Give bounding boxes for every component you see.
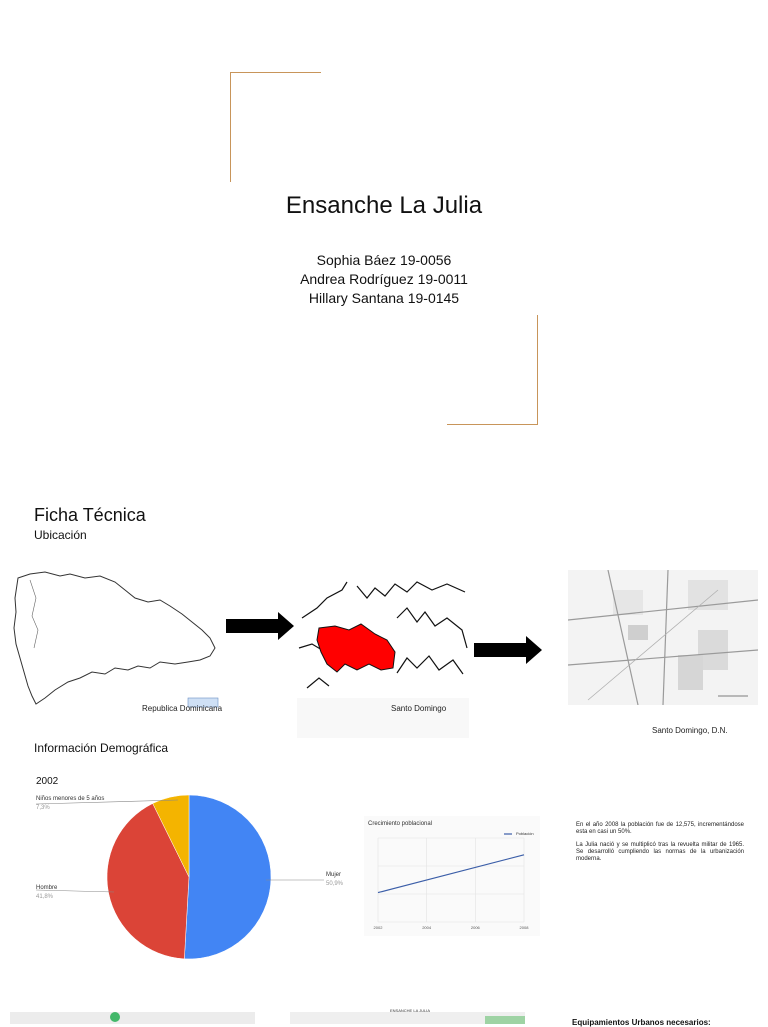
bottom-map-label: ENSANCHE LA JULIA xyxy=(390,1008,431,1013)
line-chart-panel xyxy=(364,816,540,936)
demographics-paragraph-2: La Julia nació y se multiplicó tras la revuelta militar de 1965. Se desarrolló cumpliendo las normas de la urbanización moderna. xyxy=(576,842,744,862)
pie-label-children: Niños menores de 5 años xyxy=(36,796,105,802)
country-outline-image xyxy=(10,568,225,716)
x-tick-label: 2002 xyxy=(373,925,383,930)
corner-line-bottom-horizontal xyxy=(447,424,538,425)
demographics-title: Información Demográfica xyxy=(34,741,169,755)
map-santo-domingo xyxy=(297,578,469,738)
corner-line-bottom-vertical xyxy=(537,315,538,425)
pie-chart-title: 2002 xyxy=(36,776,59,787)
series-line xyxy=(378,855,524,893)
author-3: Hillary Santana 19-0145 xyxy=(308,290,460,306)
demographics-paragraph-1: En el año 2008 la población fue de 12,575, incrementándose esta en casi un 50%. xyxy=(576,822,744,835)
line-chart xyxy=(364,816,540,936)
bottom-equipment-title: Equipamientos Urbanos necesarios: xyxy=(572,1018,711,1027)
green-area xyxy=(485,1016,525,1024)
line-chart-legend: Población xyxy=(516,831,534,836)
map-marker-icon xyxy=(110,1012,120,1022)
cover-title: Ensanche La Julia xyxy=(285,192,483,219)
arrow-right-icon xyxy=(226,612,296,640)
pie-slice-0 xyxy=(184,795,271,959)
arrow-right-icon xyxy=(474,636,544,664)
pie-value-men: 41,8% xyxy=(36,894,54,900)
pie-value-women: 50,9% xyxy=(326,881,344,887)
map-ensanche-la-julia xyxy=(568,570,758,740)
x-tick-label: 2008 xyxy=(519,925,529,930)
x-tick-label: 2004 xyxy=(422,925,432,930)
section-subtitle: Ubicación xyxy=(34,528,87,542)
pie-label-men: Hombre xyxy=(36,885,58,891)
section-title: Ficha Técnica xyxy=(34,505,146,525)
author-1: Sophia Báez 19-0056 xyxy=(316,252,452,268)
corner-line-top-vertical xyxy=(230,72,231,182)
pie-label-women: Mujer xyxy=(326,872,342,878)
author-2: Andrea Rodríguez 19-0011 xyxy=(300,271,468,287)
map-label-city: Santo Domingo, D.N. xyxy=(652,726,728,735)
x-tick-label: 2006 xyxy=(470,925,480,930)
line-chart-title: Crecimiento poblacional xyxy=(368,821,433,827)
demographics-text xyxy=(576,822,744,863)
map-label-country: Republica Dominicana xyxy=(142,704,223,713)
corner-line-top-horizontal xyxy=(230,72,321,73)
province-map-image xyxy=(297,578,469,698)
pie-value-children: 7,3% xyxy=(36,805,50,811)
pie-chart-panel xyxy=(30,770,350,960)
map-label-province: Santo Domingo xyxy=(391,704,447,713)
map-republica-dominicana xyxy=(10,568,225,716)
street-map-image xyxy=(568,570,758,705)
bottom-map-middle xyxy=(290,1008,525,1024)
bottom-map-left xyxy=(10,1012,255,1024)
